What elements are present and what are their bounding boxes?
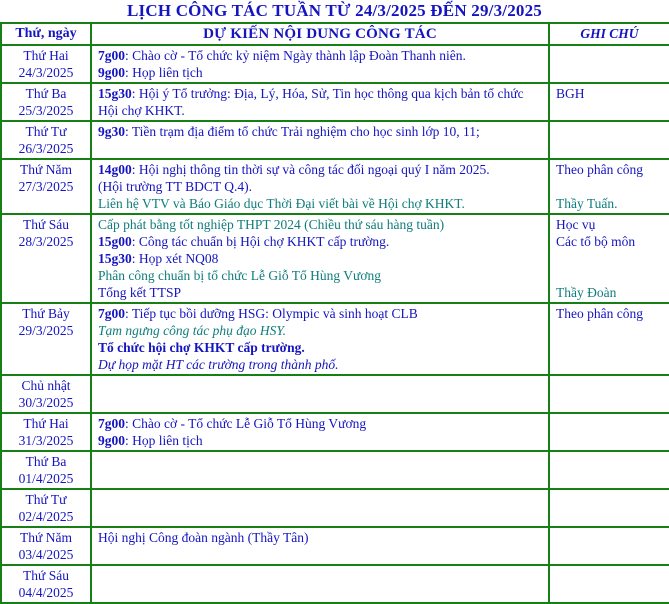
day-name: Thứ Bảy: [22, 306, 70, 321]
text-segment: Liên hệ VTV và Báo Giáo dục Thời Đại viết bài về Hội chợ KHKT.: [98, 196, 465, 211]
page-title: LỊCH CÔNG TÁC TUẦN TỪ 24/3/2025 ĐẾN 29/3/2025: [127, 1, 542, 20]
table-row: [1, 413, 669, 451]
note-line: [556, 178, 665, 195]
note-line: [556, 85, 665, 102]
content-line: [98, 432, 544, 449]
text-segment: 9g30: [98, 124, 125, 139]
schedule-body: [1, 45, 669, 603]
note-cell: [549, 214, 669, 303]
content-cell: [91, 214, 549, 303]
column-header-day: Thứ, ngày: [1, 23, 91, 45]
day-cell: [1, 159, 91, 214]
note-cell: [549, 451, 669, 489]
day-date: 03/4/2025: [18, 547, 74, 562]
text-segment: 9g00: [98, 65, 125, 80]
text-segment: 15g30: [98, 251, 132, 266]
text-segment: : Họp liên tịch: [125, 65, 203, 80]
table-row: [1, 489, 669, 527]
note-cell: [549, 527, 669, 565]
content-line: [98, 415, 544, 432]
note-cell: [549, 489, 669, 527]
schedule-table: [0, 22, 669, 604]
day-date: 30/3/2025: [18, 395, 74, 410]
text-segment: 9g00: [98, 433, 125, 448]
day-cell: [1, 45, 91, 83]
day-name: Thứ Sáu: [23, 217, 69, 232]
text-segment: Theo phân công: [556, 306, 643, 321]
content-line: [98, 178, 544, 195]
day-cell: [1, 83, 91, 121]
table-row: [1, 451, 669, 489]
column-header-content: DỰ KIẾN NỘI DUNG CÔNG TÁC: [91, 23, 549, 45]
content-line: [98, 85, 544, 119]
header-row: [1, 23, 669, 45]
note-line: [556, 233, 665, 250]
table-row: [1, 121, 669, 159]
text-segment: 15g00: [98, 234, 132, 249]
note-line: [556, 216, 665, 233]
table-row: [1, 159, 669, 214]
content-cell: [91, 451, 549, 489]
content-line: [98, 161, 544, 178]
note-cell: [549, 375, 669, 413]
content-cell: [91, 45, 549, 83]
content-line: [98, 356, 544, 373]
content-cell: [91, 159, 549, 214]
text-segment: : Họp liên tịch: [125, 433, 203, 448]
text-segment: 7g00: [98, 416, 125, 431]
day-name: Thứ Ba: [25, 86, 67, 101]
note-line: [556, 161, 665, 178]
day-name: Thứ Năm: [20, 162, 72, 177]
table-row: [1, 214, 669, 303]
text-segment: : Họp xét NQ08: [131, 251, 219, 266]
note-line: [556, 284, 665, 301]
day-cell: [1, 451, 91, 489]
day-date: 27/3/2025: [18, 179, 74, 194]
text-segment: : Tiền trạm địa điểm tổ chức Trải nghiệm cho học sinh lớp 10, 11;: [125, 124, 480, 139]
note-line: [556, 195, 665, 212]
day-date: 04/4/2025: [18, 585, 74, 600]
content-cell: [91, 303, 549, 375]
text-segment: BGH: [556, 86, 585, 101]
note-cell: [549, 413, 669, 451]
day-name: Thứ Hai: [23, 48, 69, 63]
content-cell: [91, 489, 549, 527]
text-segment: : Hội nghị thông tin thời sự và công tác đối ngoại quý I năm 2025.: [131, 162, 490, 177]
text-segment: 15g30: [98, 86, 132, 101]
day-date: 25/3/2025: [18, 103, 74, 118]
text-segment: 7g00: [98, 306, 125, 321]
day-cell: [1, 489, 91, 527]
table-row: [1, 527, 669, 565]
text-segment: : Chào cờ - Tổ chức Lễ Giỗ Tổ Hùng Vương: [125, 416, 367, 431]
day-name: Thứ Tư: [25, 492, 67, 507]
table-row: [1, 83, 669, 121]
text-segment: Tạm ngưng công tác phụ đạo HSY.: [98, 323, 286, 338]
content-cell: [91, 83, 549, 121]
day-cell: [1, 214, 91, 303]
text-segment: Học vụ: [556, 217, 596, 232]
text-segment: Phân công chuẩn bị tổ chức Lễ Giỗ Tổ Hùng Vương: [98, 268, 381, 283]
note-cell: [549, 83, 669, 121]
content-line: [98, 305, 544, 322]
day-name: Thứ Ba: [25, 454, 67, 469]
table-row: [1, 45, 669, 83]
content-line: [98, 250, 544, 267]
content-line: [98, 284, 544, 301]
note-cell: [549, 159, 669, 214]
content-cell: [91, 121, 549, 159]
table-row: [1, 375, 669, 413]
text-segment: Tổ chức hội chợ KHKT cấp trường.: [98, 340, 305, 355]
day-cell: [1, 527, 91, 565]
content-line: [98, 322, 544, 339]
text-segment: (Hội trường TT BDCT Q.4).: [98, 179, 252, 194]
day-name: Thứ Sáu: [23, 568, 69, 583]
text-segment: : Chào cờ - Tổ chức kỷ niệm Ngày thành lập Đoàn Thanh niên.: [125, 48, 466, 63]
content-line: [98, 64, 544, 81]
content-line: [98, 233, 544, 250]
content-cell: [91, 527, 549, 565]
day-cell: [1, 413, 91, 451]
text-segment: Thầy Đoàn: [556, 285, 617, 300]
content-line: [98, 195, 544, 212]
content-cell: [91, 375, 549, 413]
day-cell: [1, 303, 91, 375]
content-line: [98, 123, 544, 140]
day-name: Chủ nhật: [21, 378, 71, 393]
text-segment: : Hội ý Tổ trưởng: Địa, Lý, Hóa, Sử, Tin học thông qua kịch bản tổ chức Hội chợ KHKT.: [98, 86, 524, 118]
text-segment: : Tiếp tục bồi dưỡng HSG: Olympic và sinh hoạt CLB: [125, 306, 418, 321]
content-line: [98, 529, 544, 546]
text-segment: Thầy Tuấn.: [556, 196, 618, 211]
day-date: 28/3/2025: [18, 234, 74, 249]
day-date: 01/4/2025: [18, 471, 74, 486]
text-segment: 7g00: [98, 48, 125, 63]
content-line: [98, 267, 544, 284]
text-segment: Hội nghị Công đoàn ngành (Thầy Tân): [98, 530, 309, 545]
note-cell: [549, 303, 669, 375]
note-cell: [549, 45, 669, 83]
note-cell: [549, 121, 669, 159]
day-date: 29/3/2025: [18, 323, 74, 338]
day-cell: [1, 375, 91, 413]
content-line: [98, 216, 544, 233]
day-date: 31/3/2025: [18, 433, 74, 448]
content-cell: [91, 413, 549, 451]
day-cell: [1, 121, 91, 159]
day-date: 26/3/2025: [18, 141, 74, 156]
note-line: [556, 267, 665, 284]
day-date: 24/3/2025: [18, 65, 74, 80]
text-segment: : Công tác chuẩn bị Hội chợ KHKT cấp trường.: [131, 234, 390, 249]
text-segment: Các tổ bộ môn: [556, 234, 636, 249]
text-segment: Theo phân công: [556, 162, 643, 177]
day-name: Thứ Tư: [25, 124, 67, 139]
content-line: [98, 339, 544, 356]
text-segment: 14g00: [98, 162, 132, 177]
note-line: [556, 250, 665, 267]
content-line: [98, 47, 544, 64]
text-segment: Tổng kết TTSP: [98, 285, 182, 300]
text-segment: Cấp phát bằng tốt nghiệp THPT 2024 (Chiều thứ sáu hàng tuần): [98, 217, 445, 232]
column-header-note: GHI CHÚ: [549, 23, 669, 45]
day-date: 02/4/2025: [18, 509, 74, 524]
day-name: Thứ Năm: [20, 530, 72, 545]
text-segment: Dự họp mặt HT các trường trong thành phố.: [98, 357, 339, 372]
day-name: Thứ Hai: [23, 416, 69, 431]
note-line: [556, 305, 665, 322]
table-row: [1, 303, 669, 375]
